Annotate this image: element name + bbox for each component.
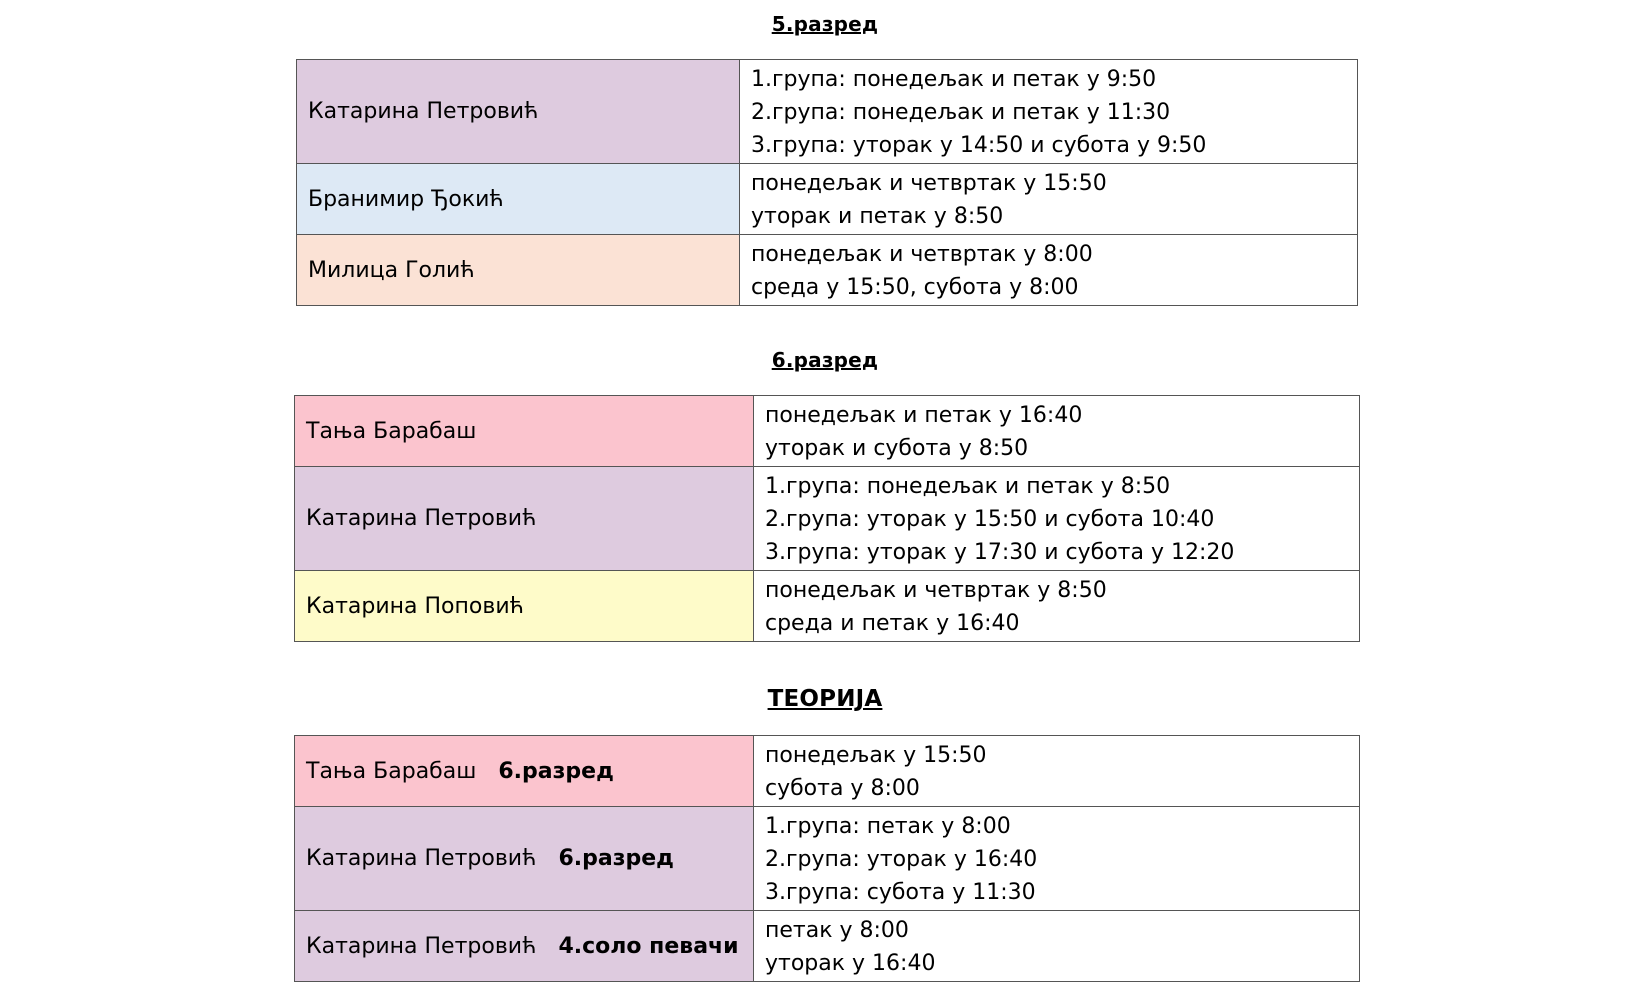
schedule-table-grade-5 — [296, 59, 1358, 306]
schedule-time-line: 2.група: уторак у 15:50 и субота 10:40 — [765, 507, 1215, 532]
schedule-row — [295, 396, 1360, 467]
teacher-name: Тања Барабаш — [306, 418, 477, 444]
teacher-cell — [295, 467, 754, 571]
schedule-time-line: уторак и субота у 8:50 — [765, 436, 1029, 461]
schedule-time-line: 2.група: понедељак и петак у 11:30 — [751, 100, 1171, 125]
teacher-cell — [295, 571, 754, 642]
teacher-cell — [295, 736, 754, 807]
teacher-name: Бранимир Ђокић — [308, 186, 504, 212]
schedule-time-line: 1.група: понедељак и петак у 9:50 — [751, 67, 1157, 92]
schedule-time-line: понедељак и четвртак у 8:50 — [765, 578, 1107, 603]
schedule-time-line: уторак у 16:40 — [765, 951, 936, 976]
teacher-cell — [295, 807, 754, 911]
schedule-times-cell — [740, 235, 1358, 306]
section-title-grade-5: 5.разред — [771, 12, 879, 36]
teacher-cell — [295, 911, 754, 982]
schedule-time-line: 2.група: уторак у 16:40 — [765, 847, 1038, 872]
schedule-time-line: 3.група: субота у 11:30 — [765, 880, 1036, 905]
teacher-name: Катарина Петровић — [306, 933, 537, 959]
teacher-cell — [297, 235, 740, 306]
schedule-table-grade-6 — [294, 395, 1360, 642]
schedule-times-cell — [740, 60, 1358, 164]
schedule-times-cell — [740, 164, 1358, 235]
teacher-name: Милица Голић — [308, 257, 475, 283]
schedule-time-line: понедељак и четвртак у 15:50 — [751, 171, 1107, 196]
class-tag: 6.разред — [558, 846, 674, 871]
schedule-times-cell — [754, 396, 1360, 467]
schedule-time-line: среда и петак у 16:40 — [765, 611, 1020, 636]
class-tag: 4.соло певачи — [558, 933, 739, 959]
schedule-time-line: 3.група: уторак у 17:30 и субота у 12:20 — [765, 540, 1235, 565]
schedule-row — [295, 807, 1360, 911]
schedule-times-cell — [754, 467, 1360, 571]
schedule-row — [295, 911, 1360, 982]
schedule-times-cell — [754, 571, 1360, 642]
schedule-time-line: понедељак и петак у 16:40 — [765, 403, 1083, 428]
schedule-time-line: понедељак у 15:50 — [765, 743, 987, 768]
teacher-name: Тања Барабаш — [306, 758, 477, 784]
teacher-cell — [295, 396, 754, 467]
schedule-times-cell — [754, 911, 1360, 982]
schedule-time-line: 1.група: понедељак и петак у 8:50 — [765, 474, 1171, 499]
class-tag: 6.разред — [498, 758, 614, 784]
schedule-row — [297, 235, 1358, 306]
teacher-name: Катарина Петровић — [308, 99, 539, 124]
schedule-row — [297, 164, 1358, 235]
schedule-row — [297, 60, 1358, 164]
section-title-theory: ТЕОРИЈА — [767, 686, 883, 712]
schedule-time-line: субота у 8:00 — [765, 776, 920, 801]
teacher-name: Катарина Поповић — [306, 593, 524, 619]
schedule-row — [295, 571, 1360, 642]
schedule-table-theory — [294, 735, 1360, 982]
teacher-cell — [297, 164, 740, 235]
schedule-row — [295, 467, 1360, 571]
teacher-name: Катарина Петровић — [306, 846, 537, 871]
schedule-time-line: 3.група: уторак у 14:50 и субота у 9:50 — [751, 133, 1207, 158]
schedule-time-line: 1.група: петак у 8:00 — [765, 814, 1011, 839]
schedule-time-line: понедељак и четвртак у 8:00 — [751, 242, 1093, 267]
schedule-time-line: среда у 15:50, субота у 8:00 — [751, 275, 1079, 300]
teacher-name: Катарина Петровић — [306, 506, 537, 531]
schedule-times-cell — [754, 807, 1360, 911]
teacher-cell — [297, 60, 740, 164]
schedule-row — [295, 736, 1360, 807]
schedule-time-line: уторак и петак у 8:50 — [751, 204, 1004, 229]
schedule-times-cell — [754, 736, 1360, 807]
section-title-grade-6: 6.разред — [771, 348, 879, 372]
schedule-time-line: петак у 8:00 — [765, 918, 909, 943]
